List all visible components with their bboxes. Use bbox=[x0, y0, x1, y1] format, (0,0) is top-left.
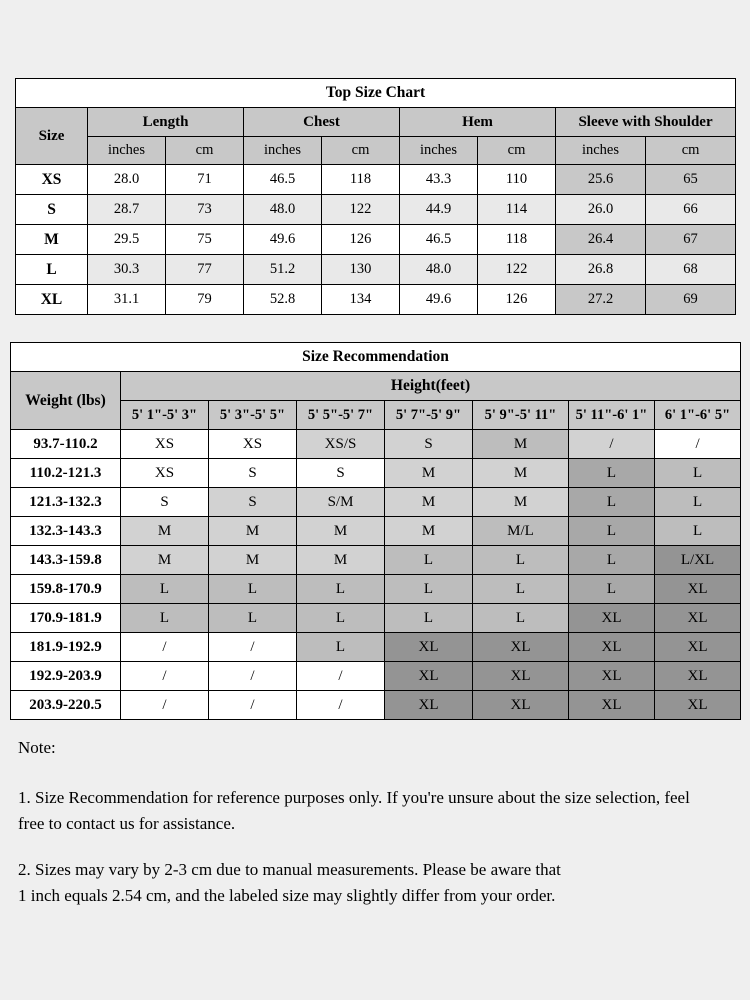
table-row bbox=[16, 195, 736, 225]
height-col-4: 5' 9"-5' 11" bbox=[473, 401, 569, 430]
cell: 25.6 bbox=[556, 165, 646, 195]
cell: XS bbox=[121, 459, 209, 488]
top-chart-unit-3: cm bbox=[322, 137, 400, 165]
cell: 79 bbox=[166, 285, 244, 315]
cell: 48.0 bbox=[400, 255, 478, 285]
cell: L bbox=[121, 604, 209, 633]
cell: / bbox=[297, 662, 385, 691]
weight-header: Weight (lbs) bbox=[11, 372, 121, 430]
cell: L bbox=[569, 517, 655, 546]
cell: / bbox=[297, 691, 385, 720]
cell: L bbox=[473, 546, 569, 575]
cell: / bbox=[569, 430, 655, 459]
top-chart-unit-7: cm bbox=[646, 137, 736, 165]
cell: M/L bbox=[473, 517, 569, 546]
cell: S bbox=[297, 459, 385, 488]
weight-label: 110.2-121.3 bbox=[11, 459, 121, 488]
top-chart-group-length: Length bbox=[88, 108, 244, 137]
weight-label: 159.8-170.9 bbox=[11, 575, 121, 604]
cell: / bbox=[121, 633, 209, 662]
height-col-5: 5' 11"-6' 1" bbox=[569, 401, 655, 430]
top-chart-size-header: Size bbox=[16, 108, 88, 165]
cell: 51.2 bbox=[244, 255, 322, 285]
table-row bbox=[11, 546, 741, 575]
cell: L bbox=[569, 546, 655, 575]
note-item-2-line-1: 2. Sizes may vary by 2-3 cm due to manual measurements. Please be aware that bbox=[18, 860, 561, 879]
cell: XL bbox=[473, 691, 569, 720]
height-col-1: 5' 3"-5' 5" bbox=[209, 401, 297, 430]
cell: 130 bbox=[322, 255, 400, 285]
cell: M bbox=[209, 546, 297, 575]
table-row bbox=[16, 165, 736, 195]
note-item-1: 1. Size Recommendation for reference purposes only. If you're unsure about the size selection, feel free to contact us for assistance. bbox=[18, 788, 690, 833]
top-chart-unit-6: inches bbox=[556, 137, 646, 165]
cell: / bbox=[655, 430, 741, 459]
cell: L bbox=[385, 604, 473, 633]
top-chart-size-xs: XS bbox=[16, 165, 88, 195]
cell: L bbox=[569, 459, 655, 488]
cell: M bbox=[385, 517, 473, 546]
cell: L bbox=[569, 488, 655, 517]
height-header: Height(feet) bbox=[121, 372, 741, 401]
top-chart-group-hem: Hem bbox=[400, 108, 556, 137]
cell: 26.8 bbox=[556, 255, 646, 285]
cell: L bbox=[297, 604, 385, 633]
table-row bbox=[16, 285, 736, 315]
top-chart-title: Top Size Chart bbox=[16, 79, 736, 108]
weight-label: 203.9-220.5 bbox=[11, 691, 121, 720]
cell: M bbox=[297, 546, 385, 575]
cell: XL bbox=[385, 633, 473, 662]
cell: 110 bbox=[478, 165, 556, 195]
cell: 46.5 bbox=[400, 225, 478, 255]
cell: XL bbox=[473, 633, 569, 662]
cell: XL bbox=[655, 691, 741, 720]
weight-label: 121.3-132.3 bbox=[11, 488, 121, 517]
top-chart-size-l: L bbox=[16, 255, 88, 285]
cell: 29.5 bbox=[88, 225, 166, 255]
cell: 43.3 bbox=[400, 165, 478, 195]
top-chart-unit-row bbox=[16, 137, 736, 165]
cell: XL bbox=[569, 662, 655, 691]
table-row bbox=[11, 575, 741, 604]
cell: 68 bbox=[646, 255, 736, 285]
cell: L bbox=[655, 517, 741, 546]
cell: L bbox=[121, 575, 209, 604]
table-row bbox=[16, 255, 736, 285]
cell: XL bbox=[569, 633, 655, 662]
height-col-3: 5' 7"-5' 9" bbox=[385, 401, 473, 430]
cell: 71 bbox=[166, 165, 244, 195]
cell: L bbox=[385, 575, 473, 604]
cell: / bbox=[209, 633, 297, 662]
cell: 118 bbox=[322, 165, 400, 195]
height-col-0: 5' 1"-5' 3" bbox=[121, 401, 209, 430]
cell: 118 bbox=[478, 225, 556, 255]
cell: 75 bbox=[166, 225, 244, 255]
top-chart-group-row bbox=[16, 108, 736, 137]
cell: L bbox=[209, 575, 297, 604]
table-row bbox=[11, 691, 741, 720]
recommendation-height-row bbox=[11, 372, 741, 401]
cell: 26.0 bbox=[556, 195, 646, 225]
cell: 26.4 bbox=[556, 225, 646, 255]
cell: 48.0 bbox=[244, 195, 322, 225]
weight-label: 132.3-143.3 bbox=[11, 517, 121, 546]
top-size-chart-table bbox=[15, 78, 736, 315]
cell: L bbox=[655, 488, 741, 517]
cell: XL bbox=[569, 691, 655, 720]
cell: 122 bbox=[478, 255, 556, 285]
cell: 126 bbox=[322, 225, 400, 255]
top-chart-unit-4: inches bbox=[400, 137, 478, 165]
cell: L bbox=[655, 459, 741, 488]
cell: 114 bbox=[478, 195, 556, 225]
cell: XL bbox=[569, 604, 655, 633]
cell: 73 bbox=[166, 195, 244, 225]
cell: 67 bbox=[646, 225, 736, 255]
cell: M bbox=[121, 546, 209, 575]
table-row bbox=[11, 662, 741, 691]
weight-label: 192.9-203.9 bbox=[11, 662, 121, 691]
cell: S bbox=[385, 430, 473, 459]
cell: XL bbox=[655, 575, 741, 604]
cell: XL bbox=[655, 662, 741, 691]
cell: 30.3 bbox=[88, 255, 166, 285]
recommendation-title: Size Recommendation bbox=[11, 343, 741, 372]
weight-label: 181.9-192.9 bbox=[11, 633, 121, 662]
top-chart-title-row bbox=[16, 79, 736, 108]
cell: 46.5 bbox=[244, 165, 322, 195]
cell: / bbox=[121, 691, 209, 720]
top-chart-unit-5: cm bbox=[478, 137, 556, 165]
cell: L bbox=[385, 546, 473, 575]
cell: M bbox=[385, 488, 473, 517]
cell: XS bbox=[209, 430, 297, 459]
cell: / bbox=[121, 662, 209, 691]
cell: M bbox=[209, 517, 297, 546]
cell: XS/S bbox=[297, 430, 385, 459]
table-row bbox=[11, 604, 741, 633]
top-chart-size-m: M bbox=[16, 225, 88, 255]
top-chart-group-chest: Chest bbox=[244, 108, 400, 137]
cell: XL bbox=[655, 633, 741, 662]
cell: L bbox=[473, 604, 569, 633]
cell: 126 bbox=[478, 285, 556, 315]
cell: M bbox=[385, 459, 473, 488]
cell: S/M bbox=[297, 488, 385, 517]
cell: M bbox=[473, 488, 569, 517]
cell: L bbox=[569, 575, 655, 604]
cell: / bbox=[209, 662, 297, 691]
table-row bbox=[11, 488, 741, 517]
cell: XL bbox=[473, 662, 569, 691]
cell: 49.6 bbox=[244, 225, 322, 255]
weight-label: 143.3-159.8 bbox=[11, 546, 121, 575]
recommendation-height-columns bbox=[11, 401, 741, 430]
top-chart-size-xl: XL bbox=[16, 285, 88, 315]
cell: 31.1 bbox=[88, 285, 166, 315]
cell: L/XL bbox=[655, 546, 741, 575]
table-row bbox=[11, 633, 741, 662]
table-row bbox=[11, 430, 741, 459]
cell: XL bbox=[655, 604, 741, 633]
cell: / bbox=[209, 691, 297, 720]
top-chart-unit-0: inches bbox=[88, 137, 166, 165]
cell: L bbox=[209, 604, 297, 633]
table-row bbox=[11, 517, 741, 546]
top-chart-unit-1: cm bbox=[166, 137, 244, 165]
notes-section bbox=[18, 735, 718, 929]
cell: XL bbox=[385, 691, 473, 720]
cell: 44.9 bbox=[400, 195, 478, 225]
cell: XS bbox=[121, 430, 209, 459]
note-item-2-line-2: 1 inch equals 2.54 cm, and the labeled size may slightly differ from your order. bbox=[18, 886, 556, 905]
cell: M bbox=[297, 517, 385, 546]
cell: L bbox=[473, 575, 569, 604]
height-col-6: 6' 1"-6' 5" bbox=[655, 401, 741, 430]
top-chart-size-s: S bbox=[16, 195, 88, 225]
cell: 77 bbox=[166, 255, 244, 285]
cell: 134 bbox=[322, 285, 400, 315]
height-col-2: 5' 5"-5' 7" bbox=[297, 401, 385, 430]
cell: 28.0 bbox=[88, 165, 166, 195]
cell: S bbox=[209, 459, 297, 488]
cell: S bbox=[121, 488, 209, 517]
cell: 69 bbox=[646, 285, 736, 315]
recommendation-title-row bbox=[11, 343, 741, 372]
cell: L bbox=[297, 575, 385, 604]
cell: 65 bbox=[646, 165, 736, 195]
cell: 49.6 bbox=[400, 285, 478, 315]
cell: M bbox=[121, 517, 209, 546]
cell: L bbox=[297, 633, 385, 662]
cell: XL bbox=[385, 662, 473, 691]
cell: 52.8 bbox=[244, 285, 322, 315]
top-chart-group-sleeve: Sleeve with Shoulder bbox=[556, 108, 736, 137]
cell: 28.7 bbox=[88, 195, 166, 225]
table-row bbox=[16, 225, 736, 255]
notes-heading: Note: bbox=[18, 738, 56, 757]
cell: 66 bbox=[646, 195, 736, 225]
top-chart-unit-2: inches bbox=[244, 137, 322, 165]
size-recommendation-table bbox=[10, 342, 741, 720]
weight-label: 93.7-110.2 bbox=[11, 430, 121, 459]
cell: M bbox=[473, 459, 569, 488]
cell: 27.2 bbox=[556, 285, 646, 315]
table-row bbox=[11, 459, 741, 488]
cell: 122 bbox=[322, 195, 400, 225]
weight-label: 170.9-181.9 bbox=[11, 604, 121, 633]
cell: M bbox=[473, 430, 569, 459]
cell: S bbox=[209, 488, 297, 517]
